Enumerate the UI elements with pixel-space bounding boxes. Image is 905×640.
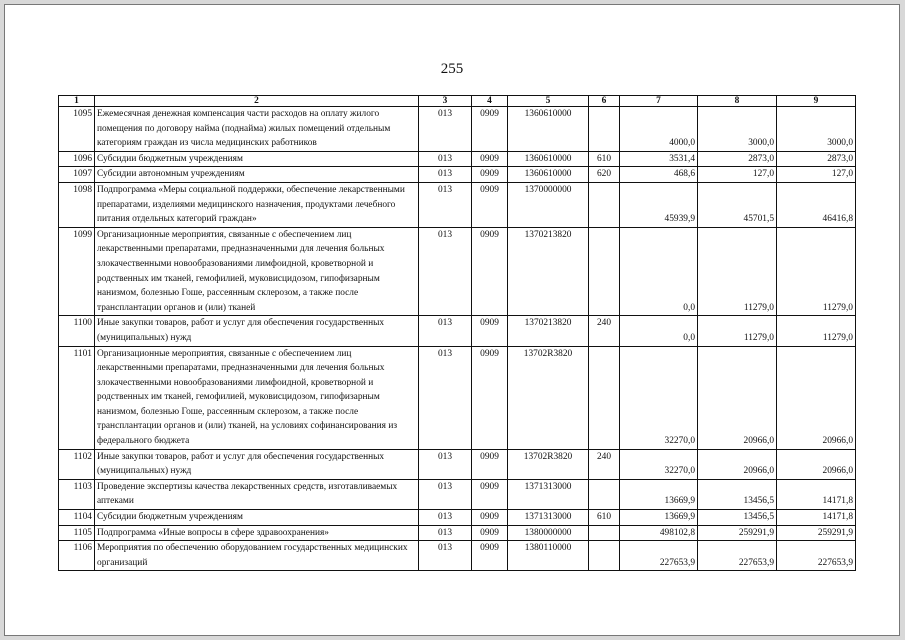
table-row: [59, 346, 856, 449]
amount-col8: 45701,5: [698, 182, 777, 227]
table-row: [59, 525, 856, 541]
section-code: 0909: [472, 316, 508, 346]
item-name: Подпрограмма «Меры социальной поддержки, обеспечение лекарственными препаратами, изделиями медицинского назначения, продуктами лечебного питания отдельных категорий граждан»: [95, 182, 419, 227]
amount-col7: 3531,4: [620, 151, 698, 167]
amount-col7: 32270,0: [620, 346, 698, 449]
item-name: Субсидии автономным учреждениям: [95, 167, 419, 183]
target-article-code: 1371313000: [508, 479, 589, 509]
amount-col7: 13669,9: [620, 479, 698, 509]
column-header: 7: [620, 96, 698, 107]
column-header: 3: [419, 96, 472, 107]
target-article-code: 1370213820: [508, 227, 589, 316]
amount-col9: 3000,0: [777, 107, 856, 152]
row-number: 1100: [59, 316, 95, 346]
ministry-code: 013: [419, 182, 472, 227]
section-code: 0909: [472, 525, 508, 541]
amount-col8: 127,0: [698, 167, 777, 183]
amount-col8: 259291,9: [698, 525, 777, 541]
column-header: 2: [95, 96, 419, 107]
page-number: 255: [440, 61, 464, 77]
ministry-code: 013: [419, 316, 472, 346]
target-article-code: 1371313000: [508, 510, 589, 526]
row-number: 1104: [59, 510, 95, 526]
amount-col7: 32270,0: [620, 449, 698, 479]
item-name: Иные закупки товаров, работ и услуг для обеспечения государственных (муниципальных) нужд: [95, 316, 419, 346]
section-code: 0909: [472, 167, 508, 183]
section-code: 0909: [472, 182, 508, 227]
ministry-code: 013: [419, 541, 472, 571]
target-article-code: 1370000000: [508, 182, 589, 227]
column-header: 9: [777, 96, 856, 107]
ministry-code: 013: [419, 227, 472, 316]
expense-type-code: 610: [589, 510, 620, 526]
item-name: Иные закупки товаров, работ и услуг для обеспечения государственных (муниципальных) нужд: [95, 449, 419, 479]
table-row: [59, 151, 856, 167]
expense-type-code: 610: [589, 151, 620, 167]
expense-type-code: 620: [589, 167, 620, 183]
amount-col9: 227653,9: [777, 541, 856, 571]
ministry-code: 013: [419, 167, 472, 183]
item-name: Организационные мероприятия, связанные с обеспечением лиц лекарственными препаратами, предназначенными для лечения больных злокачественными новообразованиями лимфоидной, кроветворной и родственных им тканей, гемофилией, муковисцидозом, гипофизарным нанизмом, болезнью Гоше, рассеянным склерозом, а также после трансплантации органов и (или) тканей, на условиях софинансирования из федерального бюджета: [95, 346, 419, 449]
budget-table: [58, 95, 856, 571]
column-header: 6: [589, 96, 620, 107]
target-article-code: 1360610000: [508, 151, 589, 167]
target-article-code: 13702R3820: [508, 346, 589, 449]
amount-col8: 3000,0: [698, 107, 777, 152]
ministry-code: 013: [419, 479, 472, 509]
target-article-code: 13702R3820: [508, 449, 589, 479]
expense-type-code: 240: [589, 316, 620, 346]
row-number: 1096: [59, 151, 95, 167]
row-number: 1106: [59, 541, 95, 571]
table-row: [59, 479, 856, 509]
ministry-code: 013: [419, 107, 472, 152]
section-code: 0909: [472, 346, 508, 449]
item-name: Мероприятия по обеспечению оборудованием государственных медицинских организаций: [95, 541, 419, 571]
table-row: [59, 167, 856, 183]
item-name: Ежемесячная денежная компенсация части расходов на оплату жилого помещения по договору найма (поднайма) жилых помещений отдельным категориям граждан из числа медицинских работников: [95, 107, 419, 152]
table-row: [59, 541, 856, 571]
section-code: 0909: [472, 227, 508, 316]
amount-col8: 11279,0: [698, 316, 777, 346]
section-code: 0909: [472, 541, 508, 571]
amount-col9: 46416,8: [777, 182, 856, 227]
amount-col8: 2873,0: [698, 151, 777, 167]
row-number: 1095: [59, 107, 95, 152]
item-name: Проведение экспертизы качества лекарственных средств, изготавливаемых аптеками: [95, 479, 419, 509]
amount-col7: 4000,0: [620, 107, 698, 152]
target-article-code: 1380000000: [508, 525, 589, 541]
item-name: Субсидии бюджетным учреждениям: [95, 151, 419, 167]
amount-col7: 0,0: [620, 227, 698, 316]
expense-type-code: [589, 107, 620, 152]
section-code: 0909: [472, 479, 508, 509]
expense-type-code: 240: [589, 449, 620, 479]
expense-type-code: [589, 479, 620, 509]
amount-col9: 20966,0: [777, 449, 856, 479]
section-code: 0909: [472, 510, 508, 526]
ministry-code: 013: [419, 510, 472, 526]
target-article-code: 1360610000: [508, 107, 589, 152]
table-row: [59, 449, 856, 479]
ministry-code: 013: [419, 151, 472, 167]
row-number: 1105: [59, 525, 95, 541]
table-row: [59, 510, 856, 526]
table-row: [59, 316, 856, 346]
row-number: 1097: [59, 167, 95, 183]
item-name: Субсидии бюджетным учреждениям: [95, 510, 419, 526]
amount-col9: 11279,0: [777, 316, 856, 346]
column-header: 4: [472, 96, 508, 107]
amount-col9: 14171,8: [777, 479, 856, 509]
section-code: 0909: [472, 151, 508, 167]
table-row: [59, 182, 856, 227]
row-number: 1098: [59, 182, 95, 227]
amount-col8: 227653,9: [698, 541, 777, 571]
amount-col9: 127,0: [777, 167, 856, 183]
expense-type-code: [589, 227, 620, 316]
amount-col8: 11279,0: [698, 227, 777, 316]
document-page: [4, 4, 900, 636]
expense-type-code: [589, 541, 620, 571]
amount-col8: 13456,5: [698, 479, 777, 509]
ministry-code: 013: [419, 346, 472, 449]
expense-type-code: [589, 346, 620, 449]
amount-col8: 20966,0: [698, 449, 777, 479]
amount-col7: 45939,9: [620, 182, 698, 227]
table-header-row: [59, 96, 856, 107]
amount-col9: 2873,0: [777, 151, 856, 167]
row-number: 1101: [59, 346, 95, 449]
expense-type-code: [589, 525, 620, 541]
section-code: 0909: [472, 449, 508, 479]
column-header: 1: [59, 96, 95, 107]
item-name: Подпрограмма «Иные вопросы в сфере здравоохранения»: [95, 525, 419, 541]
target-article-code: 1380110000: [508, 541, 589, 571]
row-number: 1103: [59, 479, 95, 509]
target-article-code: 1360610000: [508, 167, 589, 183]
column-header: 5: [508, 96, 589, 107]
amount-col8: 13456,5: [698, 510, 777, 526]
ministry-code: 013: [419, 525, 472, 541]
amount-col9: 20966,0: [777, 346, 856, 449]
row-number: 1102: [59, 449, 95, 479]
amount-col7: 468,6: [620, 167, 698, 183]
table-row: [59, 227, 856, 316]
ministry-code: 013: [419, 449, 472, 479]
column-header: 8: [698, 96, 777, 107]
amount-col7: 498102,8: [620, 525, 698, 541]
item-name: Организационные мероприятия, связанные с обеспечением лиц лекарственными препаратами, предназначенными для лечения больных злокачественными новообразованиями лимфоидной, кроветворной и родственных им тканей, гемофилией, муковисцидозом, гипофизарным нанизмом, болезнью Гоше, рассеянным склерозом, а также после трансплантации органов и (или) тканей: [95, 227, 419, 316]
target-article-code: 1370213820: [508, 316, 589, 346]
section-code: 0909: [472, 107, 508, 152]
amount-col9: 14171,8: [777, 510, 856, 526]
amount-col7: 0,0: [620, 316, 698, 346]
table-row: [59, 107, 856, 152]
table-body: [59, 107, 856, 571]
amount-col9: 259291,9: [777, 525, 856, 541]
row-number: 1099: [59, 227, 95, 316]
amount-col7: 227653,9: [620, 541, 698, 571]
amount-col8: 20966,0: [698, 346, 777, 449]
amount-col7: 13669,9: [620, 510, 698, 526]
amount-col9: 11279,0: [777, 227, 856, 316]
expense-type-code: [589, 182, 620, 227]
